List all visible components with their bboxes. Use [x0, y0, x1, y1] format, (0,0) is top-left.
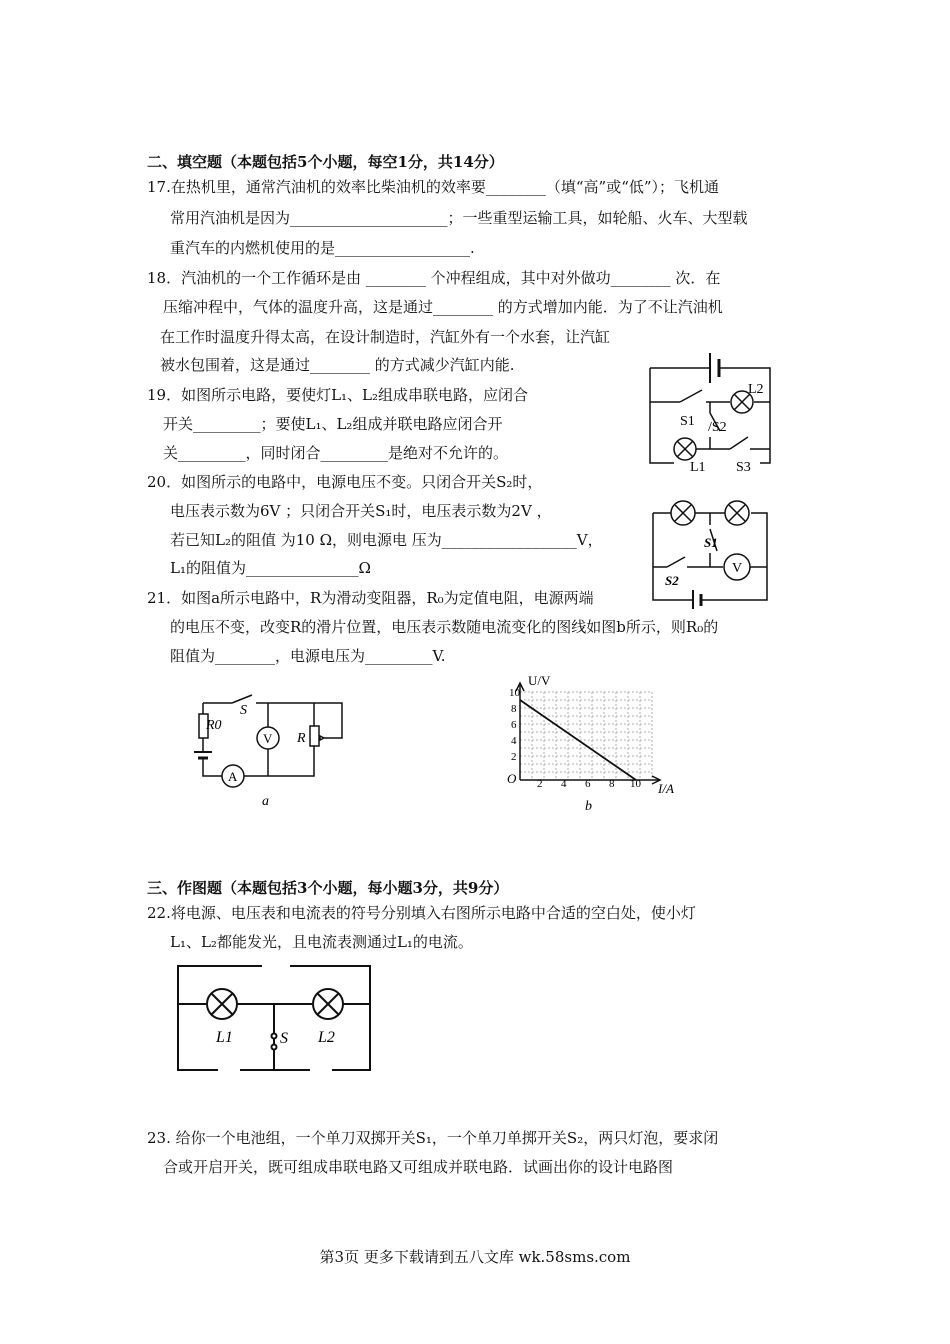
fig21a-label-s: S	[240, 703, 247, 718]
fig21b-xtick: 8	[609, 778, 615, 790]
fig21b-xtick: 6	[585, 778, 591, 790]
fig19-label-l1: L1	[690, 460, 706, 475]
fig21b-xlabel: I/A	[658, 781, 674, 796]
q21a-circuit-figure	[190, 690, 360, 815]
fig20-label-v: V	[732, 561, 743, 576]
fig21b-ytick: 4	[511, 735, 517, 747]
q22-line2: L₁、L₂都能发光，且电流表测通过L₁的电流。	[170, 933, 473, 951]
q22-circuit-figure	[170, 960, 380, 1080]
fig21b-ytick: 8	[511, 703, 517, 715]
q23-line1: 23. 给你一个电池组，一个单刀双掷开关S₁，一个单刀单掷开关S₂，两只灯泡，要求闭	[147, 1129, 719, 1147]
q20-line3: 若已知L₂的阻值 为10 Ω，则电源电 压为__________________V，	[170, 531, 603, 549]
fig21b-xtick: 10	[630, 778, 641, 790]
q18-line3: 在工作时温度升得太高，在设计制造时，汽缸外有一个水套，让汽缸	[160, 328, 611, 346]
q20-line2: 电压表示数为6V ；只闭合开关S₁时，电压表示数为2V ，	[170, 502, 552, 520]
q20-line1: 20．如图所示的电路中，电源电压不变。只闭合开关S₂时，	[147, 473, 543, 491]
fig21a-label-r: R	[297, 731, 306, 746]
q18-line4: 被水包围着，这是通过________ 的方式减少汽缸内能.	[160, 356, 515, 374]
fig19-label-s1: S1	[680, 414, 695, 429]
fig21a-caption: a	[262, 794, 269, 809]
fig19-label-s2: /S2	[708, 420, 727, 435]
section2-heading: 二、填空题（本题包括5个小题，每空1分，共14分）	[147, 153, 504, 171]
fig21b-ytick: 6	[511, 719, 517, 731]
fig22-label-l1: L1	[216, 1029, 233, 1046]
fig19-label-l2: L2	[748, 382, 764, 397]
section3-heading: 三、作图题（本题包括3个小题，每小题3分，共9分）	[147, 879, 509, 897]
fig22-label-l2: L2	[318, 1029, 335, 1046]
q21-line2: 的电压不变，改变R的滑片位置，电压表示数随电流变化的图线如图b所示，则R₀的	[170, 618, 719, 636]
q18-line2: 压缩冲程中，气体的温度升高，这是通过________ 的方式增加内能．为了不让汽油机	[163, 298, 723, 316]
q19-line1: 19．如图所示电路，要使灯L₁、L₂组成串联电路，应闭合	[147, 386, 529, 404]
q17-line1: 17.在热机里，通常汽油机的效率比柴油机的效率要________（填“高”或“低”）；飞机通	[147, 178, 720, 196]
q19-circuit-figure	[642, 345, 787, 475]
fig19-label-s3: S3	[736, 460, 751, 475]
q23-line2: 合或开启开关，既可组成串联电路又可组成并联电路．试画出你的设计电路图	[163, 1158, 674, 1176]
q17-line3: 重汽车的内燃机使用的是__________________.	[170, 239, 475, 257]
q21b-graph-figure	[500, 675, 690, 815]
fig21b-caption: b	[585, 799, 592, 814]
fig21a-label-a: A	[228, 769, 238, 784]
q21-line1: 21．如图a所示电路中，R为滑动变阻器，R₀为定值电阻，电源两端	[147, 589, 594, 607]
q20-line4: L₁的阻值为_______________Ω	[170, 559, 371, 577]
page-footer: 第3页 更多下载请到五八文库 wk.58sms.com	[319, 1248, 631, 1266]
fig21b-xtick: 2	[537, 778, 543, 790]
q19-line2: 开关_________；要使L₁、L₂组成并联电路应闭合开	[163, 415, 503, 433]
fig21b-ylabel: U/V	[528, 675, 551, 688]
fig20-label-s2: S2	[665, 573, 679, 588]
fig21b-ytick: 10	[509, 687, 520, 699]
fig20-label-s1: S1	[704, 535, 718, 550]
q19-line3: 关_________，同时闭合_________是绝对不允许的。	[163, 444, 509, 462]
q18-line1: 18．汽油机的一个工作循环是由 ________ 个冲程组成，其中对外做功________ 次．在	[147, 269, 721, 287]
fig21a-label-v: V	[263, 731, 273, 746]
q17-line2: 常用汽油机是因为_____________________；一些重型运输工具，如轮船、火车、大型载	[170, 209, 748, 227]
fig22-label-s: S	[280, 1030, 288, 1047]
fig21b-xtick: 4	[561, 778, 567, 790]
q20-circuit-figure	[645, 495, 773, 610]
q22-line1: 22.将电源、电压表和电流表的符号分别填入右图所示电路中合适的空白处，使小灯	[147, 904, 696, 922]
fig21b-origin: O	[507, 771, 517, 786]
q21-line3: 阻值为________，电源电压为_________V.	[170, 647, 446, 665]
fig21a-label-r0: R0	[206, 718, 222, 733]
fig21b-ytick: 2	[511, 751, 517, 763]
